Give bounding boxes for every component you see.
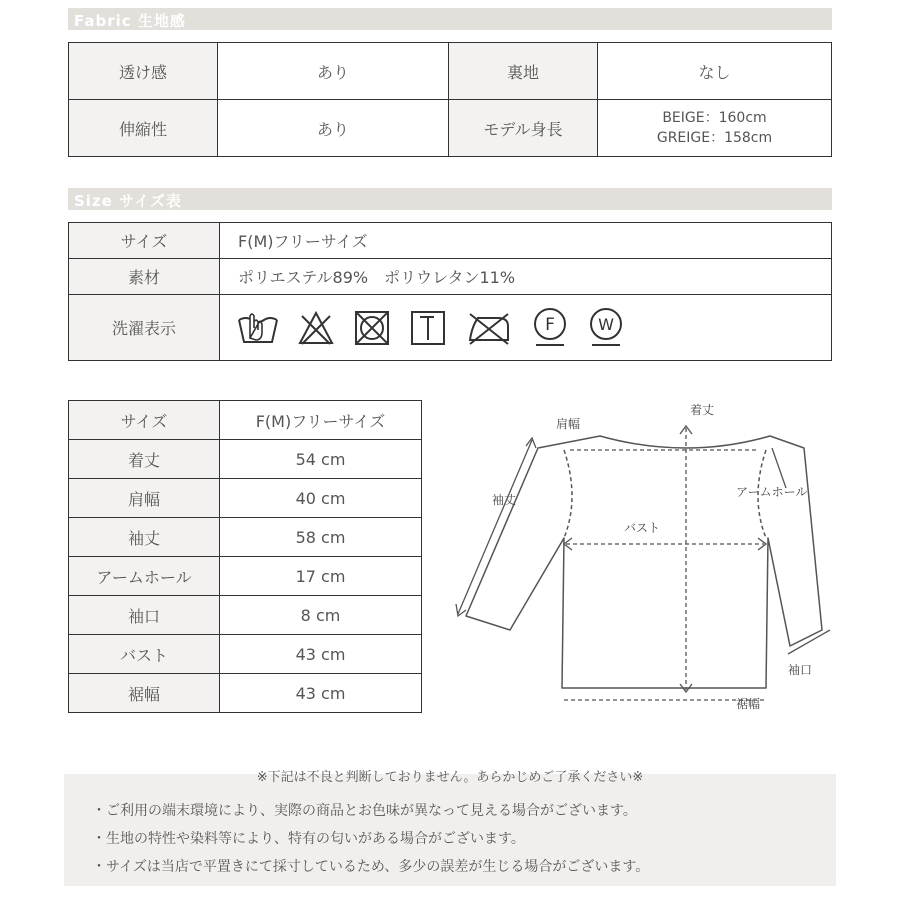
fabric-section-title: Fabric 生地感	[74, 12, 186, 30]
label-length: 着丈	[690, 403, 715, 417]
fabric-section-band	[68, 8, 832, 30]
svg-text:F: F	[545, 314, 555, 335]
measurement-table	[68, 400, 422, 713]
drip-dry-icon	[408, 308, 448, 348]
size-section-title: Size サイズ表	[74, 192, 182, 210]
measurement-label-shoulder: 肩幅	[69, 479, 220, 518]
svg-text:W: W	[598, 314, 614, 334]
measurement-label-sleeve: 袖丈	[69, 518, 220, 557]
measurement-label-cuff: 袖口	[69, 596, 220, 635]
fabric-label-transparency: 透け感	[69, 43, 218, 100]
measurement-label-length: 着丈	[69, 440, 220, 479]
measurement-value-length: 54 cm	[220, 440, 422, 479]
hand-wash-icon	[236, 308, 280, 348]
label-shoulder: 肩幅	[556, 417, 581, 431]
label-armhole: アームホール	[736, 485, 808, 499]
fabric-value-lining: なし	[598, 43, 832, 100]
label-sleeve: 袖丈	[492, 493, 517, 507]
measurement-value-armhole: 17 cm	[220, 557, 422, 596]
notice-header: ※下記は不良と判断しておりません。あらかじめご了承ください※	[256, 770, 644, 785]
measurement-value-shoulder: 40 cm	[220, 479, 422, 518]
measurement-label-armhole: アームホール	[69, 557, 220, 596]
model-height-beige: BEIGE：160cm	[662, 110, 767, 126]
fabric-value-model-height	[598, 100, 832, 157]
size-section-band	[68, 188, 832, 210]
no-iron-icon	[464, 308, 514, 348]
measurement-label-hem: 裾幅	[69, 674, 220, 713]
size-value: F(M)フリーサイズ	[220, 223, 832, 259]
label-hem: 裾幅	[736, 697, 761, 711]
care-icons-cell	[220, 295, 832, 361]
measurement-header-label: サイズ	[69, 401, 220, 440]
material-label: 素材	[69, 259, 220, 295]
fabric-label-lining: 裏地	[449, 43, 598, 100]
no-bleach-icon	[296, 308, 336, 348]
measurement-value-hem: 43 cm	[220, 674, 422, 713]
measurement-value-cuff: 8 cm	[220, 596, 422, 635]
fabric-value-transparency: あり	[218, 43, 449, 100]
material-value: ポリエステル89% ポリウレタン11%	[220, 259, 832, 295]
care-label: 洗濯表示	[69, 295, 220, 361]
model-height-greige: GREIGE：158cm	[656, 130, 773, 146]
notice-line-3: ・サイズは当店で平置きにて採寸しているため、多少の誤差が生じる場合がございます。	[92, 859, 650, 875]
fabric-table	[68, 42, 832, 157]
measurement-value-sleeve: 58 cm	[220, 518, 422, 557]
notice-line-2: ・生地の特性や染料等により、特有の匂いがある場合がございます。	[92, 831, 525, 847]
garment-diagram	[440, 398, 840, 718]
fabric-value-stretch: あり	[218, 100, 449, 157]
size-table	[68, 222, 832, 361]
no-tumble-dry-icon	[352, 308, 392, 348]
measurement-value-bust: 43 cm	[220, 635, 422, 674]
label-cuff: 袖口	[788, 663, 813, 677]
dry-clean-f-icon	[530, 306, 570, 350]
measurement-header-value: F(M)フリーサイズ	[220, 401, 422, 440]
size-label: サイズ	[69, 223, 220, 259]
label-bust: バスト	[624, 521, 661, 535]
fabric-label-model-height: モデル身長	[449, 100, 598, 157]
measurement-label-bust: バスト	[69, 635, 220, 674]
garment-outline	[466, 436, 822, 688]
fabric-label-stretch: 伸縮性	[69, 100, 218, 157]
notice-line-1: ・ご利用の端末環境により、実際の商品とお色味が異なって見える場合がございます。	[92, 803, 637, 819]
wet-clean-w-icon	[586, 306, 626, 350]
